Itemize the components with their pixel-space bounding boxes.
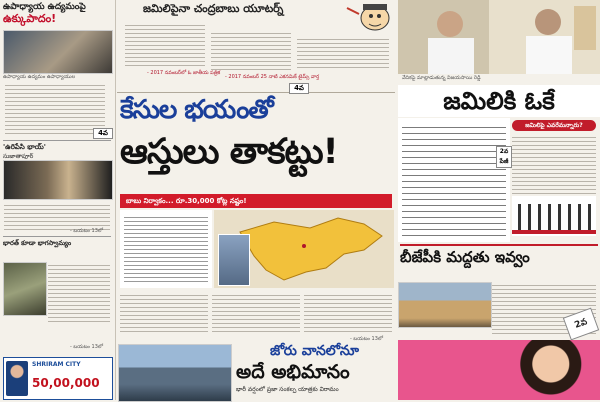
- cartoon-face: [345, 0, 393, 32]
- left-bullets-text: [5, 82, 105, 134]
- left-section-subtitle: సుజాతాపూర్: [3, 153, 34, 160]
- main-body-col2: [212, 292, 300, 334]
- ad-model-photo: [518, 340, 600, 400]
- top-strip-headline: జమిలిపైనా చంద్రబాబు యూటర్న్: [143, 2, 284, 15]
- right-photo-people-icon: [398, 0, 600, 74]
- main-bullets-text: [124, 214, 208, 282]
- left-page-ref-1: 4వ: [93, 128, 113, 139]
- right-headline: జమిలికి ఓకే: [443, 87, 555, 115]
- right-bullet-text: [402, 122, 506, 238]
- right-chart-graphic: [512, 196, 596, 236]
- bottom-headline-2: అదే అభిమానం: [236, 361, 350, 383]
- bottom-photo-singapore: [118, 344, 232, 402]
- right-reactions-text: [512, 134, 596, 194]
- bjp-headline: బీజేపీకి మద్దతు ఇవ్వం: [400, 244, 598, 270]
- main-map-panel: [214, 210, 394, 288]
- left-top-headline: [3, 2, 113, 24]
- left-section-title: 'ఉరిపేసి భాయ్': [3, 143, 46, 151]
- left-page-ref-2: - బయటం 13లో: [70, 228, 104, 234]
- right-photo: [398, 0, 600, 74]
- top-strip-col1: [125, 22, 205, 66]
- right-bullets-box: [398, 118, 510, 242]
- top-strip-page-ref: 4వ: [289, 83, 309, 94]
- top-strip-col3: [297, 36, 389, 68]
- main-page-ref: - బయటం 13లో: [350, 336, 384, 342]
- left-page-ref-3: - బయటం 13లో: [70, 344, 104, 350]
- top-strip-note-2: - 2017 నవంబర్ 25 నాటి ఎకనమిక్ టైమ్స్ వార్త: [225, 74, 320, 80]
- right-bars-icon: [512, 196, 596, 236]
- left-photo-movie: [3, 160, 113, 200]
- main-kicker: కేసుల భయంతో: [120, 95, 273, 125]
- main-red-banner: బాబు నిర్వాకం... రూ.30,000 కోట్ల నష్టం!: [120, 194, 392, 208]
- main-headline: ఆస్తులు తాకట్టు!: [120, 132, 338, 172]
- bottom-deck: భారీ వర్షంలో ప్రజా సంకల్ప యాత్రకు విరామం: [236, 386, 339, 393]
- left-top-headline-line2: ఉక్కుపాదం!: [3, 12, 57, 25]
- bottom-headline-1: జోరు వానలోనూ: [270, 343, 360, 359]
- main-body-col3: [304, 292, 392, 334]
- left-photo-protest: [3, 30, 113, 74]
- left-photo-caption: ఉపాధ్యాయ ఉద్యమం ఉపాధ్యాయుల: [3, 74, 76, 80]
- left-section2-head: భారత్ కూడా భాగస్వామ్యం: [3, 236, 111, 249]
- ad-amount: 50,00,000: [32, 376, 100, 390]
- main-bullets: [120, 210, 212, 288]
- left-section-text: [4, 202, 110, 230]
- right-photo-caption: వేదికపై మాట్లాడుతున్న విజయసాయి రెడ్డి: [402, 75, 481, 81]
- left-section-head: [3, 140, 111, 161]
- left-top-headline-line1: ఉపాధ్యాయ ఉద్యమంపై: [3, 2, 86, 12]
- ad-brand: SHRIRAM CITY: [32, 361, 81, 368]
- top-strip-note-1: - 2017 నవంబర్‌లో ఓ జాతీయ పత్రిక: [147, 70, 221, 76]
- shriram-ad[interactable]: [3, 357, 113, 400]
- ad-person-photo: [6, 361, 28, 396]
- top-strip: [117, 0, 395, 93]
- right-headline-box: [398, 85, 600, 117]
- left-column: [0, 0, 116, 400]
- left-photo-soldiers: [3, 262, 47, 316]
- cartoon-icon: [345, 0, 393, 32]
- right-pill: జమిలిపై ఎవరేమన్నారు?: [512, 120, 596, 131]
- map-tower-photo: [218, 234, 250, 286]
- top-strip-col2: [211, 30, 291, 70]
- bottom-right-ad[interactable]: [398, 340, 600, 400]
- right-page-ref: 2వ పేజీ: [496, 146, 512, 168]
- bjp-photo-parliament: [398, 282, 492, 328]
- main-body-col1: [120, 292, 208, 334]
- bjp-page-ref: 2వ: [563, 308, 599, 341]
- left-section2-text: [48, 262, 110, 322]
